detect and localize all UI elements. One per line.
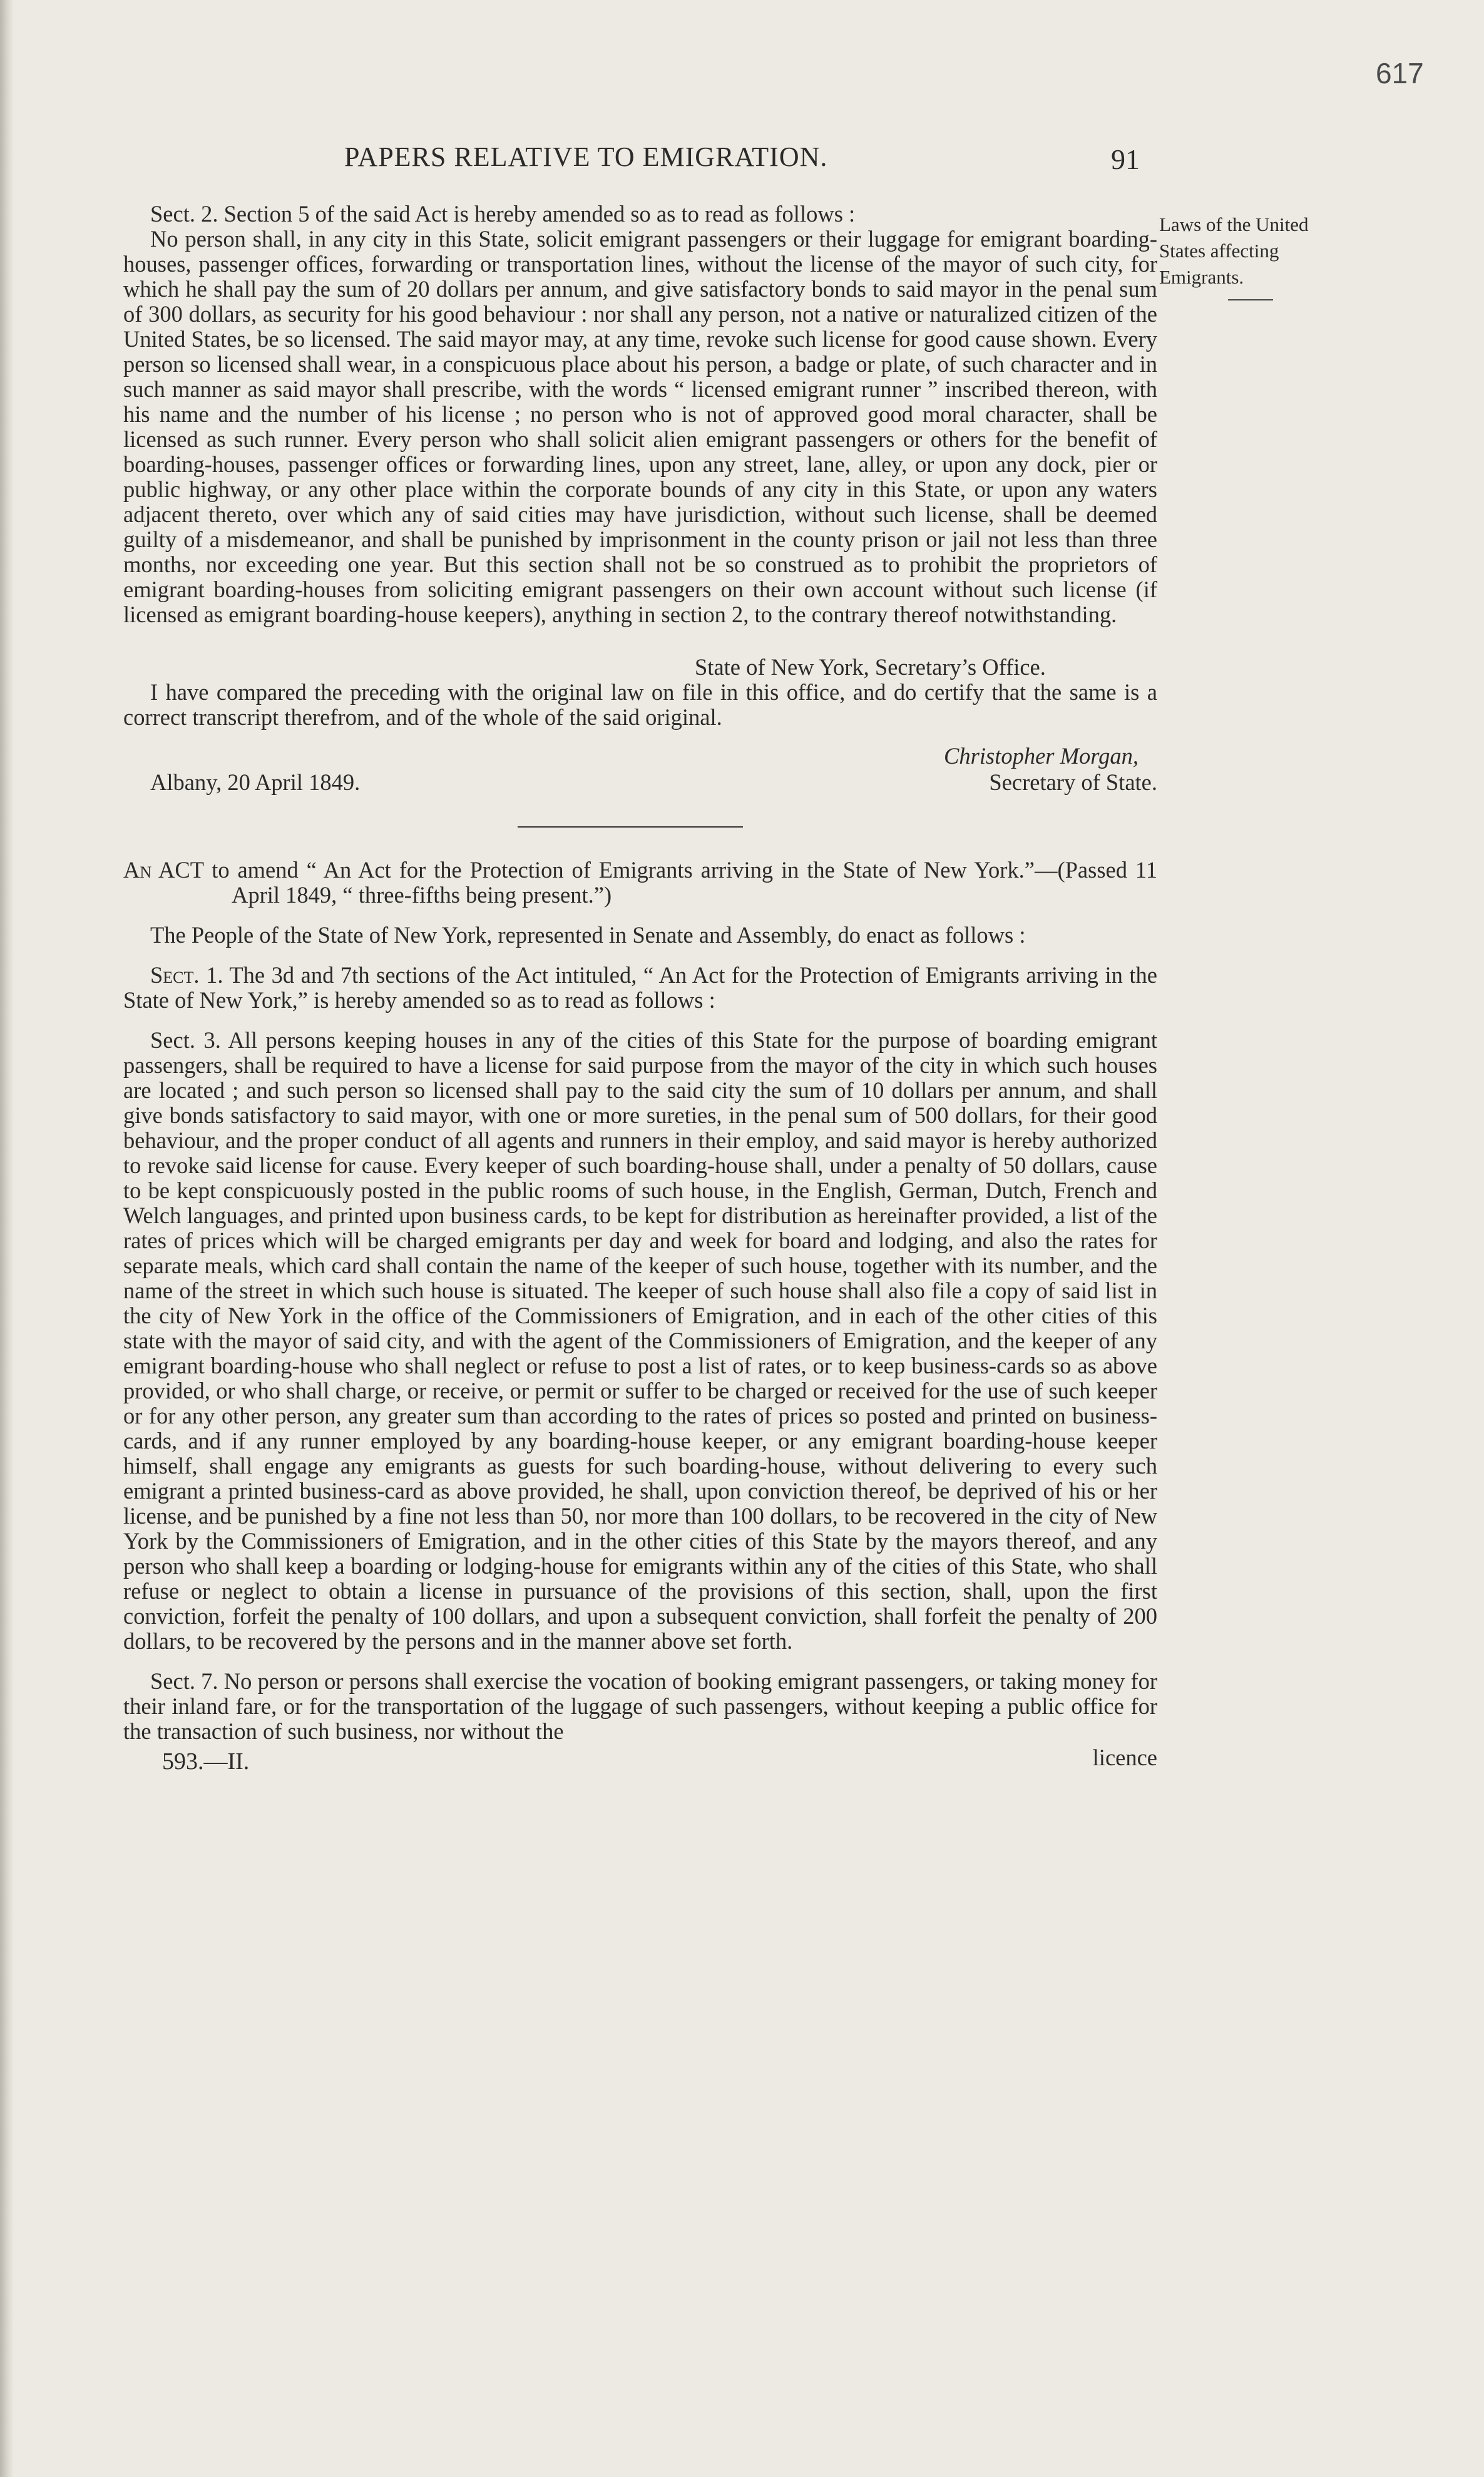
- section-1-label: Sect. 1.: [150, 962, 223, 988]
- section-divider: [518, 826, 743, 828]
- main-text: [123, 202, 1157, 1773]
- attestation-office: State of New York, Secretary’s Office.: [695, 654, 1046, 680]
- signature-block: [123, 744, 1157, 796]
- margin-note: [1159, 212, 1366, 300]
- margin-note-line: Laws of the United: [1159, 213, 1309, 235]
- margin-note-line: States affecting: [1159, 240, 1279, 262]
- running-head: PAPERS RELATIVE TO EMIGRATION.: [344, 141, 828, 172]
- act-title: [123, 858, 1157, 908]
- page-footer: [123, 1745, 1157, 1773]
- act-title-text: ACT to amend “ An Act for the Protection of Emigrants arriving in the State of New York.”—(Passed 11 April 1849, “ three-fifths being present.”): [158, 857, 1157, 908]
- margin-note-line: Emigrants.: [1159, 266, 1244, 288]
- attestation-statement: I have compared the preceding with the original law on file in this office, and do certify that the same is a correct transcript therefrom, and of the whole of the said original.: [123, 679, 1157, 730]
- section-3: Sect. 3. All persons keeping houses in any of the cities of this State for the purpose of boarding emigrant passengers, shall be required to have a license for said purpose from the mayor of the city in which such houses are located ; and such person so licensed shall pay to the said city the sum of 10 dollars per annum, and shall give bonds satisfactory to said mayor, with one or more sureties, in the penal sum of 500 dollars, for their good behaviour, and the proper conduct of all agents and runners in their employ, and said mayor is hereby authorized to revoke said license for cause. Every keeper of such boarding-house shall, under a penalty of 50 dollars, cause to be kept conspicuously posted in the public rooms of such house, in the English, German, Dutch, French and Welch languages, and printed upon business cards, to be kept for distribution as hereinafter provided, a list of the rates of prices which will be charged emigrants per day and week for board and lodging, and also the rates for separate meals, which card shall contain the name of the keeper of such house, together with its number, and the name of the street in which such house is situated. The keeper of such house shall also file a copy of said list in the city of New York in the office of the Commissioners of Emigration, and in each of the other cities of this state with the mayor of said city, and with the agent of the Commissioners of Emigration, and the keeper of any emigrant boarding-house who shall neglect or refuse to post a list of rates, or to keep business-cards so as above provided, or who shall charge, or receive, or permit or suffer to be charged or received for the use of such keeper or for any other person, any greater sum than according to the rates of prices so posted and printed on business-cards, and if any runner employed by any boarding-house keeper, or any emigrant boarding-house keeper himself, shall engage any emigrants as guests for such boarding-house, without delivering to every such emigrant a printed business-card as above provided, he shall, upon conviction thereof, be deprived of his or her license, and be punished by a fine not less than 50, nor more than 100 dollars, to be recovered in the city of New York by the Commissioners of Emigration, and in the other cities of this State by the mayors thereof, and any person who shall keep a boarding or lodging-house for emigrants within any of the cities of this State, who shall refuse or neglect to obtain a license in pursuance of the provisions of this section, shall, upon the first conviction, forfeit the penalty of 100 dollars, and upon a subsequent conviction, shall forfeit the penalty of 200 dollars, to be recovered by the persons and in the manner above set forth.: [123, 1027, 1157, 1654]
- signatory-title: Secretary of State.: [989, 769, 1157, 795]
- act-title-prefix: An: [123, 857, 152, 883]
- signatory-name: Christopher Morgan,: [944, 743, 1139, 769]
- section-2-heading: Sect. 2. Section 5 of the said Act is hereby amended so as to read as follows :: [150, 201, 856, 227]
- place-date: Albany, 20 April 1849.: [150, 769, 361, 795]
- section-7: Sect. 7. No person or persons shall exercise the vocation of booking emigrant passengers, or taking money for their inland fare, or for the transportation of the luggage of such passengers, without keeping a public office for the transaction of such business, nor without the: [123, 1668, 1157, 1744]
- catchword: licence: [1092, 1745, 1157, 1770]
- folio-number: 91: [1111, 143, 1140, 175]
- section-1-text: The 3d and 7th sections of the Act intituled, “ An Act for the Protection of Emigrants arriving in the State of New York,” is hereby amended so as to read as follows :: [123, 962, 1157, 1013]
- enacting-clause: The People of the State of New York, represented in Senate and Assembly, do enact as follows :: [150, 922, 1026, 948]
- margin-note-rule: [1228, 299, 1273, 300]
- section-1: [123, 963, 1157, 1013]
- page-binding-edge: [0, 0, 14, 2477]
- archive-page-number: 617: [1376, 57, 1424, 90]
- section-2-body: No person shall, in any city in this State, solicit emigrant passengers or their luggage for emigrant boarding-houses, passenger offices, forwarding or transportation lines, without the license of the mayor of such city, for which he shall pay the sum of 20 dollars per annum, and give satisfactory bonds to said mayor in the penal sum of 300 dollars, as security for his good behaviour : nor shall any person, not a native or naturalized citizen of the United States, be so licensed. The said mayor may, at any time, revoke such license for good cause shown. Every person so licensed shall wear, in a conspicuous place about his person, a badge or plate, of such character and in such manner as said mayor shall prescribe, with the words “ licensed emigrant runner ” inscribed thereon, with his name and the number of his license ; no person who is not of approved good moral character, shall be licensed as such runner. Every person who shall solicit alien emigrant passengers or others for the benefit of boarding-houses, passenger offices or forwarding lines, upon any street, lane, alley, or upon any dock, pier or public highway, or any other place within the corporate bounds of any city in this State, or upon any waters adjacent thereto, over which any of said cities may have jurisdiction, without such license, shall be deemed guilty of a misdemeanor, and shall be punished by imprisonment in the county prison or jail not less than three months, nor exceeding one year. But this section shall not be so construed as to prohibit the proprietors of emigrant boarding-houses from soliciting emigrant passengers on their own account without such license (if licensed as emigrant boarding-house keepers), anything in section 2, to the contrary thereof notwithstanding.: [123, 226, 1157, 627]
- sheet-mark: 593.—II.: [162, 1748, 250, 1775]
